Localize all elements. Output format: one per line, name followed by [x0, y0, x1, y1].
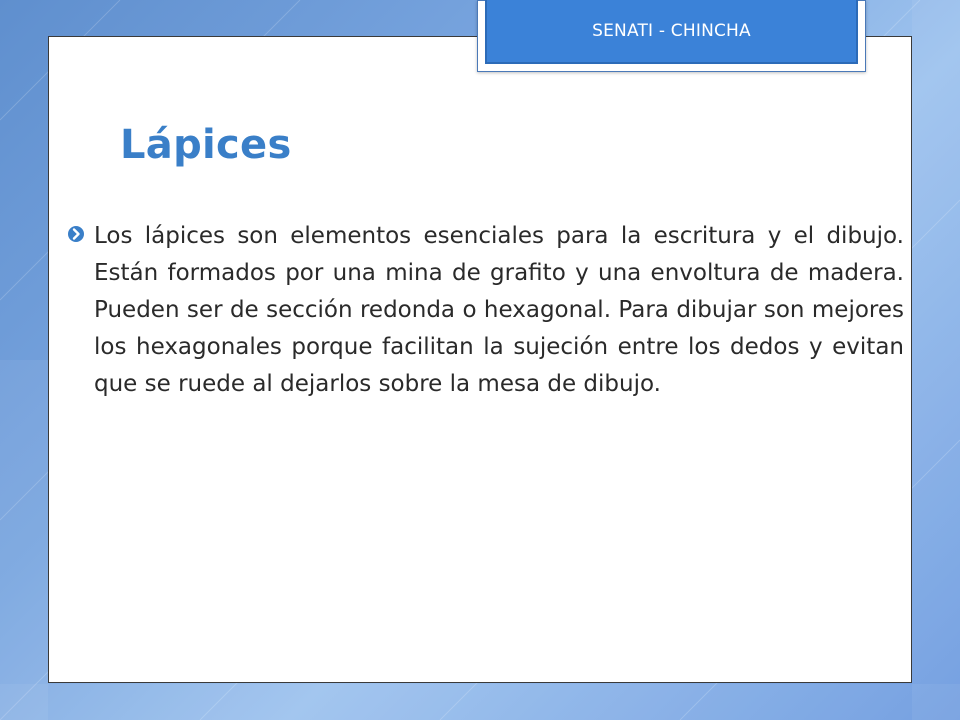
header-badge [485, 0, 858, 64]
bullet-item [66, 218, 908, 403]
slide-title: Lápices [120, 122, 292, 168]
chevron-right-circle-icon [66, 224, 86, 244]
header-badge-label: SENATI - CHINCHA [592, 21, 751, 41]
bullet-text: Los lápices son elementos esenciales para la escritura y el dibujo. Están formados por una mina de grafito y una envoltura de madera. Pueden ser de sección redonda o hexagonal. Para dibujar son mejores los hexagonales porque facilitan la sujeción entre los dedos y evitan que se ruede al dejarlos sobre la mesa de dibujo. [94, 223, 904, 397]
